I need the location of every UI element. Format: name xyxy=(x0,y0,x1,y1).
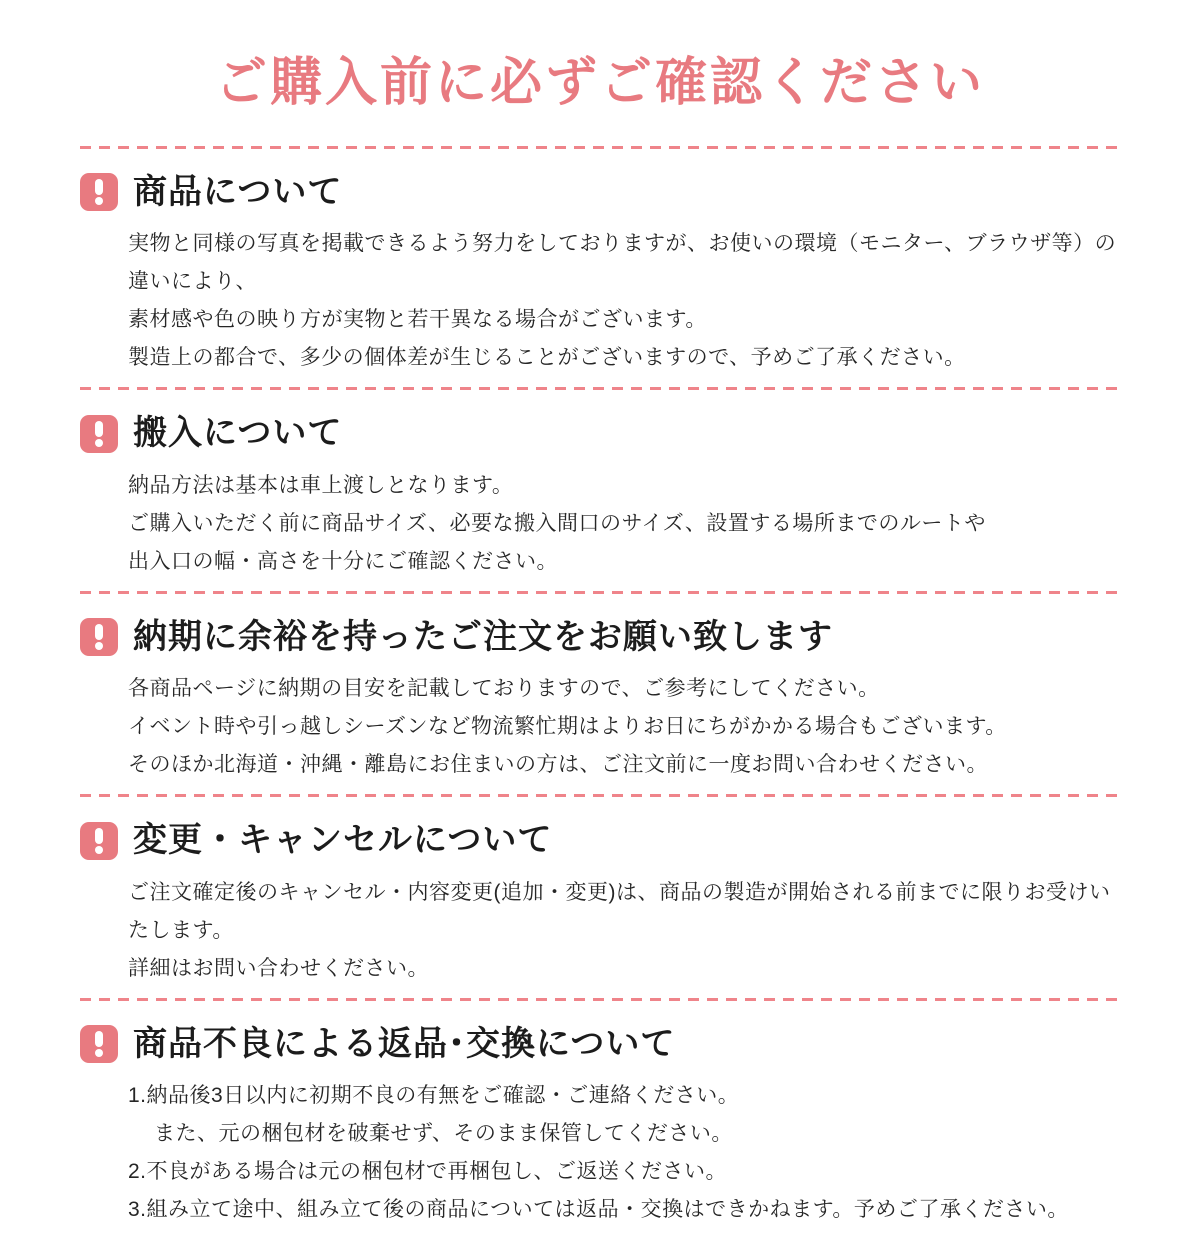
section-returns xyxy=(0,1001,1200,1239)
section-lead-time xyxy=(0,594,1200,795)
section-title: 変更・キャンセルについて xyxy=(133,821,553,860)
section-heading xyxy=(80,171,1120,214)
body-line: 出入口の幅・高さを十分にご確認ください。 xyxy=(128,549,558,573)
body-line: 詳細はお問い合わせください。 xyxy=(128,956,429,980)
section-heading xyxy=(80,819,1120,862)
section-body xyxy=(128,874,1120,988)
body-line: 実物と同様の写真を掲載できるよう努力をしておりますが、お使いの環境（モニター、ブラウザ等）の違いにより、 xyxy=(128,232,1117,294)
exclamation-icon xyxy=(80,1025,118,1063)
section-title: 納期に余裕を持ったご注文をお願い致します xyxy=(133,617,833,656)
body-line: イベント時や引っ越しシーズンなど物流繁忙期はよりお日にちがかかる場合もございます。 xyxy=(128,715,1007,739)
body-line: 1.納品後3日以内に初期不良の有無をご確認・ご連絡ください。 xyxy=(128,1084,740,1108)
body-line: 製造上の都合で、多少の個体差が生じることがございますので、予めご了承ください。 xyxy=(128,346,966,370)
body-line: ご注文確定後のキャンセル・内容変更(追加・変更)は、商品の製造が開始される前までに限りお受けいたします。 xyxy=(128,880,1111,942)
exclamation-icon xyxy=(80,415,118,453)
section-cancellation xyxy=(0,797,1200,998)
exclamation-icon xyxy=(80,822,118,860)
body-line: また、元の梱包材を破棄せず、そのまま保管してください。 xyxy=(154,1122,733,1146)
section-delivery xyxy=(0,390,1200,591)
body-line: ご購入いただく前に商品サイズ、必要な搬入間口のサイズ、設置する場所までのルートや xyxy=(128,511,986,535)
page-title: ご購入前に必ずご確認ください xyxy=(214,54,985,112)
section-heading xyxy=(80,616,1120,659)
body-line: 3.組み立て途中、組み立て後の商品については返品・交換はできかねます。予めご了承ください。 xyxy=(128,1198,1069,1222)
section-body xyxy=(128,467,1120,581)
exclamation-icon xyxy=(80,618,118,656)
section-body xyxy=(128,1077,1120,1229)
body-line: そのほか北海道・沖縄・離島にお住まいの方は、ご注文前に一度お問い合わせください。 xyxy=(128,753,988,777)
body-line: 各商品ページに納期の目安を記載しておりますので、ご参考にしてください。 xyxy=(128,677,880,701)
section-body xyxy=(128,670,1120,784)
section-title: 商品について xyxy=(133,172,343,211)
section-title: 搬入について xyxy=(133,414,343,453)
section-heading xyxy=(80,1023,1120,1066)
body-line: 素材感や色の映り方が実物と若干異なる場合がございます。 xyxy=(128,308,707,332)
body-line: 2.不良がある場合は元の梱包材で再梱包し、ご返送ください。 xyxy=(128,1160,728,1184)
body-line: 納品方法は基本は車上渡しとなります。 xyxy=(128,473,514,497)
section-title: 商品不良による返品･交換について xyxy=(133,1024,676,1063)
exclamation-icon xyxy=(80,173,118,211)
section-heading xyxy=(80,412,1120,455)
section-product xyxy=(0,149,1200,388)
section-body xyxy=(128,225,1120,377)
